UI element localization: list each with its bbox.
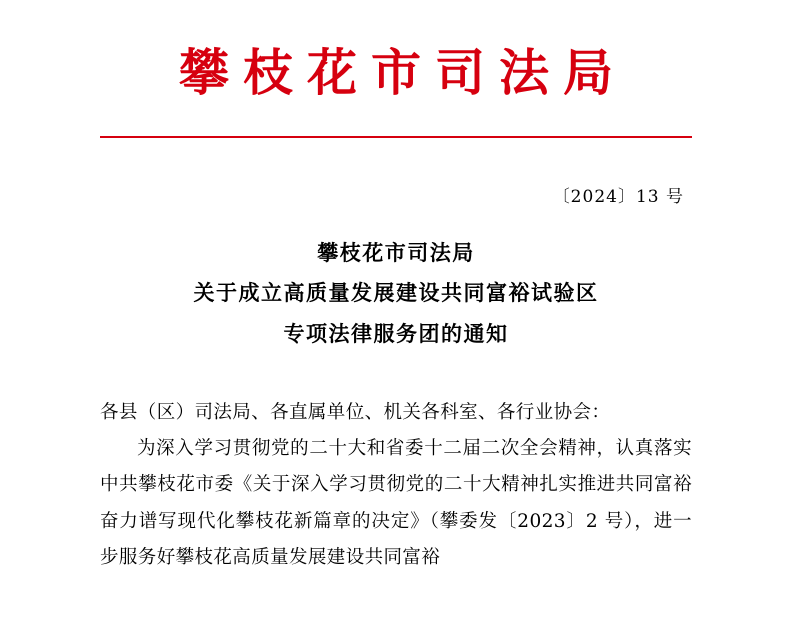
document-masthead: [0, 0, 792, 138]
issuing-authority-title: 攀枝花市司法局: [179, 43, 627, 102]
document-body: [100, 395, 692, 575]
recipients-line: 各县（区）司法局、各直属单位、机关各科室、各行业协会：: [100, 402, 611, 424]
document-title-line-3: 专项法律服务团的通知: [283, 321, 509, 347]
masthead-red-rule: [100, 136, 692, 138]
body-paragraph-1: 为深入学习贯彻党的二十大和省委十二届二次全会精神，认真落实中共攀枝花市委《关于深入学习贯彻党的二十大精神扎实推进共同富裕奋力谱写现代化攀枝花新篇章的决定》（攀委发〔2023〕2 号），进一步服务好攀枝花高质量发展建设共同富裕: [100, 438, 692, 568]
document-title-line-2: 关于成立高质量发展建设共同富裕试验区: [193, 280, 599, 306]
document-title: [0, 233, 792, 356]
document-number: 〔2024〕13 号: [552, 186, 684, 207]
document-title-line-1: 攀枝花市司法局: [317, 239, 475, 265]
